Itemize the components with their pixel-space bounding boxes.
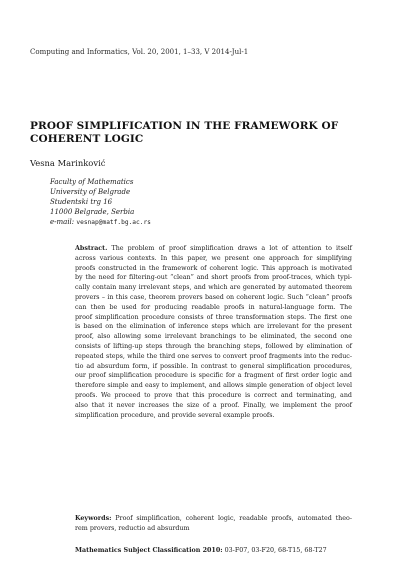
keywords-line: [75, 514, 352, 524]
keywords-block: [75, 514, 352, 534]
abstract-line: by the need for filtering-out “clean” and short proofs from proof-traces, which typi-: [75, 274, 352, 282]
abstract-line: also that it never increases the size of a proof. Finally, we implement the proof: [75, 401, 352, 409]
abstract-line: simplification procedure, and provide several example proofs.: [75, 411, 275, 419]
msc-block: [75, 546, 352, 556]
paper-title: [30, 120, 375, 146]
title-line-1: PROOF SIMPLIFICATION IN THE FRAMEWORK OF: [30, 120, 339, 132]
email-line: [50, 217, 370, 228]
abstract-line: therefore simple and easy to implement, and allows simple generation of object level: [75, 382, 352, 390]
abstract-line: is based on the elimination of inference steps which are irrelevant for the present: [75, 323, 352, 331]
msc-label: Mathematics Subject Classification 2010:: [75, 547, 223, 554]
keywords-line: rem provers, reductio ad absurdum: [75, 524, 190, 532]
abstract-block: [75, 244, 352, 420]
abstract-line: [75, 244, 352, 254]
abstract-line: across various contexts. In this paper, we present one approach for simplifying: [75, 254, 352, 262]
abstract-line: our proof simplification procedure is specific for a fragment of first order logic and: [75, 372, 352, 380]
affiliation-block: [50, 177, 370, 228]
abstract-line: repeated steps, while the third one serves to convert proof fragments into the reduc-: [75, 352, 352, 360]
email-label: e-mail:: [50, 218, 75, 226]
abstract-text: The problem of proof simplification draws a lot of attention to itself: [111, 245, 352, 252]
abstract-line: tio ad absurdum form, if possible. In contrast to general simplification procedures,: [75, 362, 352, 370]
abstract-line: provers – in this case, theorem provers based on coherent logic. Such “clean” proofs: [75, 293, 352, 301]
abstract-line: proof, also allowing some irrelevant branchings to be eliminated, the second one: [75, 333, 352, 341]
abstract-line: can then be used for producing readable proofs in natural-language form. The: [75, 303, 352, 311]
keywords-label: Keywords:: [75, 515, 112, 522]
keywords-text: Proof simplification, coherent logic, readable proofs, automated theo-: [115, 515, 352, 522]
abstract-line: proof simplification procedure consists of three transformation steps. The first one: [75, 313, 352, 321]
affiliation-line: 11000 Belgrade, Serbia: [50, 208, 135, 216]
author-name: Vesna Marinković: [30, 158, 106, 168]
affiliation-line: University of Belgrade: [50, 188, 131, 196]
email-address: vesnap@matf.bg.ac.rs: [76, 219, 151, 226]
journal-citation: Computing and Informatics, Vol. 20, 2001, 1–33, V 2014-Jul-1: [30, 48, 249, 56]
abstract-line: proofs. We proceed to prove that this procedure is correct and terminating, and: [75, 391, 352, 399]
title-line-2: COHERENT LOGIC: [30, 133, 144, 145]
abstract-line: cally contain many irrelevant steps, and which are generated by automated theorem: [75, 284, 352, 292]
msc-codes: 03-F07, 03-F20, 68-T15, 68-T27: [224, 547, 327, 554]
affiliation-line: Faculty of Mathematics: [50, 178, 134, 186]
affiliation-line: Studentski trg 16: [50, 198, 113, 206]
abstract-line: proofs constructed in the framework of coherent logic. This approach is motivated: [75, 264, 352, 272]
abstract-line: consists of lifting-up steps through the branching steps, followed by elimination of: [75, 342, 352, 350]
abstract-label: Abstract.: [75, 245, 108, 252]
